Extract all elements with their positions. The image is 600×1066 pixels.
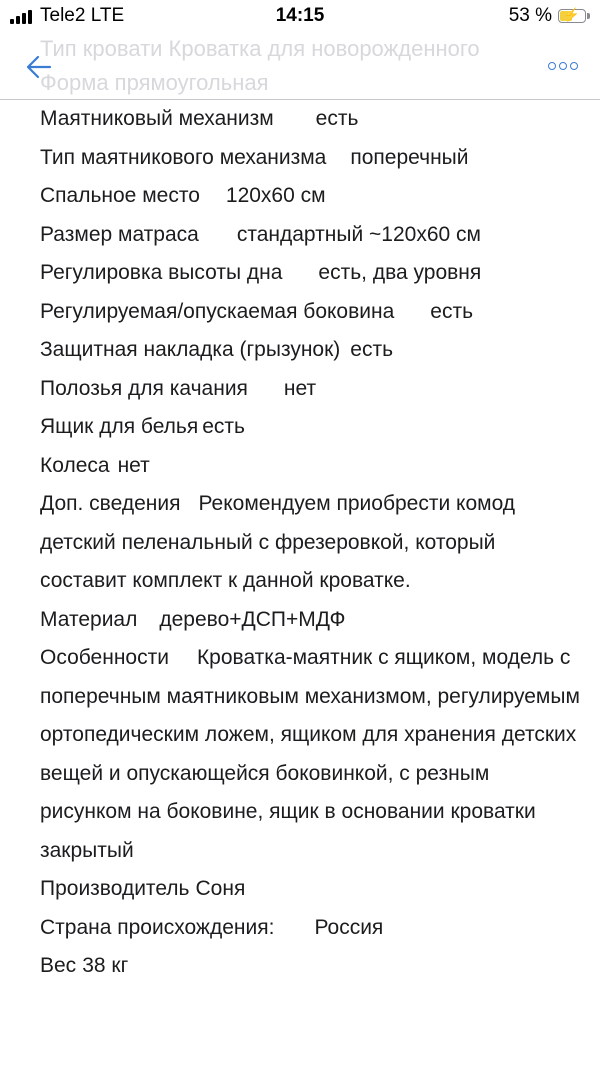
- charging-bolt-icon: ⚡: [563, 7, 581, 22]
- spec-value: Кроватка-маятник с ящиком, модель с поперечным маятниковым механизмом, регулируемым ортопедическим ложем, ящиком для хранения детских вещей и опускающейся боковинкой, с резным рисунком на боковине, ящик в основании кроватки закрытый: [40, 646, 580, 862]
- spec-value: поперечный: [350, 145, 469, 169]
- status-bar: [0, 0, 600, 32]
- spec-value: нет: [117, 453, 150, 477]
- spec-label: Колеса: [40, 453, 110, 477]
- spec-value: Соня: [195, 877, 246, 900]
- battery-icon: [558, 9, 586, 23]
- spec-value: 38 кг: [82, 954, 129, 977]
- spec-label: Страна происхождения:: [40, 915, 275, 939]
- battery-cap: [587, 13, 590, 19]
- spec-label: Тип маятникового механизма: [40, 145, 327, 169]
- spec-row-extra-info: [40, 485, 585, 601]
- spec-label: Регулировка высоты дна: [40, 261, 283, 284]
- spec-label: Производитель: [40, 877, 190, 900]
- spec-row-runners: [40, 370, 585, 409]
- spec-label: Размер матраса: [40, 222, 199, 246]
- carrier-name: Tele2: [40, 5, 86, 26]
- spec-label: Вес: [40, 954, 77, 977]
- spec-value: Рекомендуем приобрести комод детский пеленальный с фрезеровкой, который составит комплект к данной кроватке.: [40, 492, 516, 592]
- spec-row-material: [40, 601, 585, 640]
- spec-value: есть: [202, 415, 245, 438]
- spec-row-country: [40, 909, 585, 948]
- more-options-icon[interactable]: [545, 62, 578, 70]
- product-specs: [40, 100, 585, 986]
- spec-label: Спальное место: [40, 184, 200, 207]
- battery-group: [509, 5, 590, 27]
- spec-row-manufacturer: [40, 870, 585, 909]
- spec-value: 120х60 см: [225, 184, 326, 207]
- spec-value: есть, два уровня: [318, 261, 482, 284]
- spec-row-bottom-height: [40, 254, 585, 293]
- spec-row-adjustable-side: [40, 293, 585, 332]
- spec-label: Полозья для качания: [40, 376, 248, 400]
- spec-row-features: [40, 639, 585, 870]
- clock: 14:15: [275, 5, 325, 26]
- back-arrow-icon[interactable]: [24, 52, 54, 82]
- spec-value: нет: [283, 376, 317, 400]
- battery-percent: 53 %: [508, 5, 552, 26]
- spec-value: есть: [430, 299, 474, 323]
- spec-value: дерево+ДСП+МДФ: [159, 607, 346, 631]
- spec-value: есть: [315, 107, 359, 130]
- spec-value: Россия: [314, 915, 384, 939]
- spec-label: Материал: [40, 607, 138, 631]
- spec-row-pendulum-type: [40, 139, 585, 178]
- spec-label: Маятниковый механизм: [40, 107, 274, 130]
- spec-row-weight: [40, 947, 585, 986]
- spec-row-wheels: [40, 447, 585, 486]
- spec-label: Доп. сведения: [40, 492, 181, 515]
- spec-label: Защитная накладка (грызунок): [40, 338, 341, 361]
- spec-value: стандартный ~120х60 см: [236, 222, 481, 246]
- spec-label: Регулируемая/опускаемая боковина: [40, 299, 395, 323]
- spec-label: Особенности: [40, 646, 169, 669]
- ghost-line-2: Форма прямоугольная: [40, 70, 269, 95]
- spec-row-teether: [40, 331, 585, 370]
- spec-row-pendulum: [40, 100, 585, 139]
- network-type: LTE: [90, 5, 125, 26]
- spec-row-sleeping-place: [40, 177, 585, 216]
- spec-row-drawer: [40, 408, 585, 447]
- spec-label: Ящик для белья: [40, 415, 199, 438]
- ghost-line-1: Тип кровати Кроватка для новорожденного: [40, 36, 480, 61]
- scrolled-text-behind-nav: [40, 32, 480, 100]
- spec-value: есть: [350, 338, 394, 361]
- spec-row-mattress-size: [40, 216, 585, 255]
- navigation-bar: [0, 32, 600, 100]
